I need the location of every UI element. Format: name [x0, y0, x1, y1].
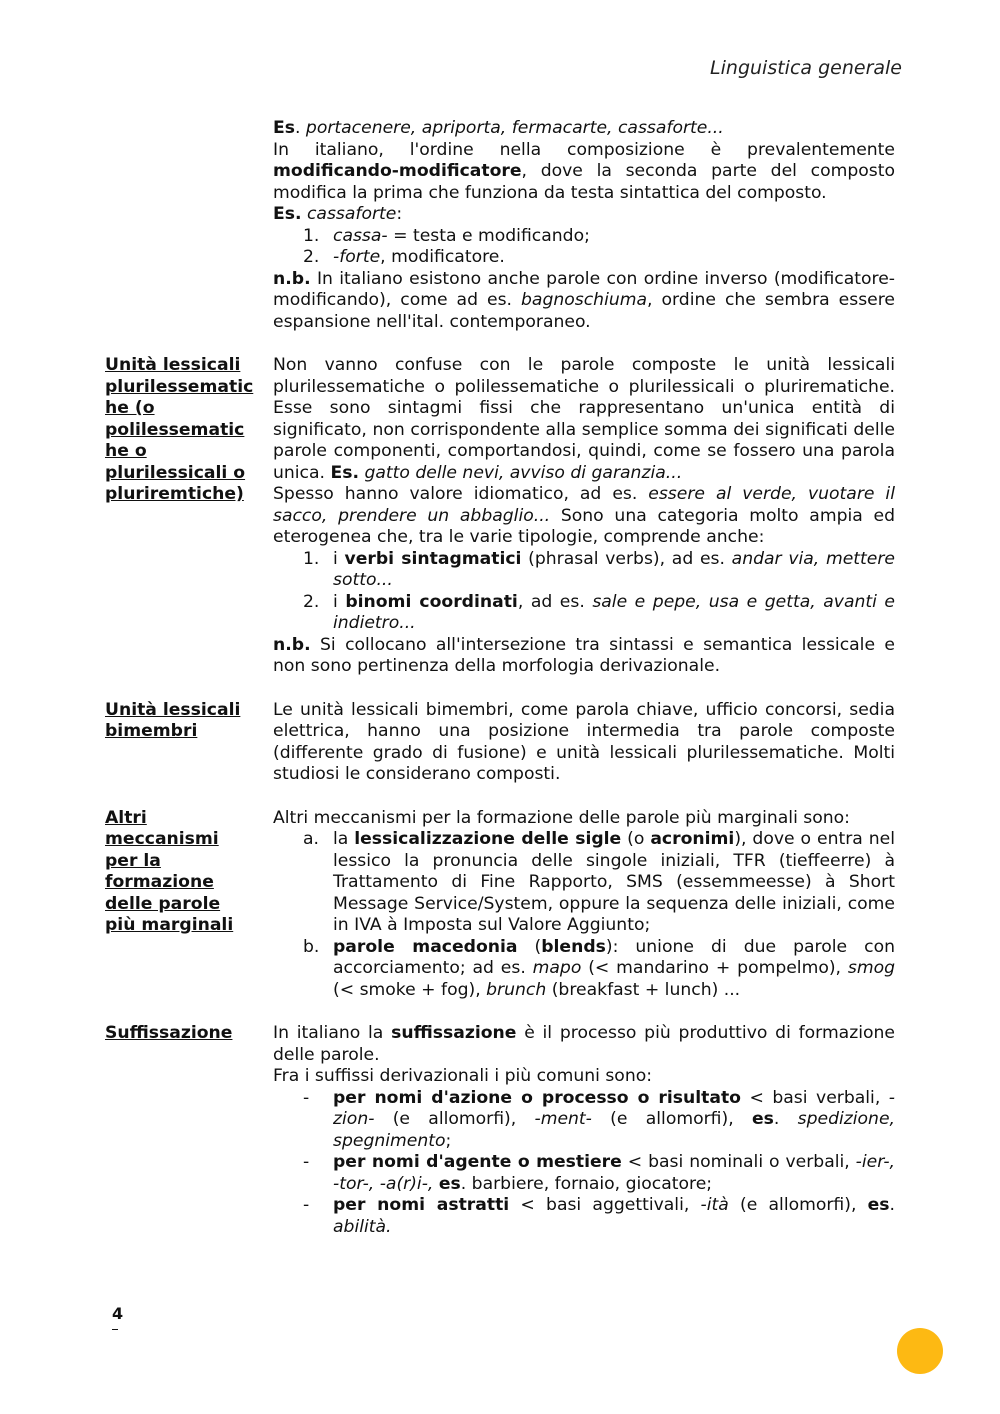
text: , ad es.: [517, 591, 593, 612]
italic-term: -ment-: [534, 1109, 592, 1129]
text: < basi nominali o verbali,: [621, 1152, 856, 1172]
text: . barbiere, fornaio, giocatore;: [460, 1173, 713, 1194]
text: .: [294, 118, 301, 138]
text: .: [889, 1195, 895, 1215]
text: (breakfast + lunch) ...: [546, 979, 741, 1000]
italic-term: smog: [847, 958, 895, 978]
text: , ordine che sembra essere espansione nell'ital. contemporaneo.: [273, 290, 895, 332]
text: (phrasal verbs), ad es.: [521, 548, 732, 569]
list-item: [273, 937, 895, 1002]
list-marker: a.: [303, 829, 319, 849]
text: (< smoke + fog),: [333, 979, 487, 1000]
paragraph: Altri meccanismi per la formazione delle parole più marginali sono:: [273, 807, 850, 828]
paragraph: Fra i suffissi derivazionali i più comuni sono:: [273, 1066, 653, 1086]
section-plurilessematiche: [105, 355, 895, 678]
bold-term: per nomi d'agente o mestiere: [333, 1152, 622, 1172]
text: ): unione di due parole con accorciamento; ad es.: [333, 936, 895, 978]
text: ;: [445, 1130, 452, 1151]
bold-term: suffissazione: [391, 1023, 517, 1043]
section-content: [273, 1023, 895, 1238]
lettered-list: [273, 829, 895, 1001]
list-marker: 1.: [303, 225, 320, 246]
spacer: [105, 333, 895, 355]
text: , dove la seconda parte del composto modifica la prima che funziona da testa sintattica del composto.: [273, 161, 895, 203]
numbered-list: [273, 549, 895, 635]
bold-term: binomi coordinati: [345, 591, 518, 612]
text: = testa e modificando;: [387, 225, 590, 246]
numbered-list: [273, 226, 895, 269]
paragraph: [273, 484, 895, 549]
dash-list: [273, 1088, 895, 1239]
es-label: Es.: [330, 462, 359, 483]
bold-term: lessicalizzazione delle sigle: [354, 829, 622, 849]
section-content: [273, 118, 895, 333]
section-content: [273, 700, 895, 786]
bold-term: modificando-modificatore: [273, 161, 522, 181]
text: .: [773, 1109, 798, 1129]
paragraph: [273, 140, 895, 205]
text: è il processo più produttivo di formazione delle parole.: [273, 1023, 895, 1065]
note-paragraph: [273, 635, 895, 678]
example-word: cassaforte: [301, 204, 397, 224]
bold-term: verbi sintagmatici: [344, 548, 522, 569]
text: (e allomorfi),: [374, 1109, 535, 1129]
accent-dot-icon: [897, 1328, 943, 1374]
paragraph: Le unità lessicali bimembri, come parola chiave, ufficio concorsi, sedia elettrica, hanno una posizione intermedia tra parole composte (differente grado di fusione) e unità lessicali plurilessematiche. Molti studiosi le considerano composti.: [273, 699, 895, 784]
bold-term: acronimi: [650, 829, 735, 849]
text: Sono una categoria molto ampia ed eterogenea che, tra le varie tipologie, comprende anche:: [273, 505, 895, 547]
es-label: Es.: [273, 204, 302, 224]
text: (< mandarino + pompelmo),: [581, 958, 848, 978]
text: Non vanno confuse con le parole composte le unità lessicali plurilessematiche o polilessematiche o plurilessicali o plurirematiche. Esse sono sintagmi fissi che rappresentano un'unica entità di significato, non corrispondente alla semplice somma dei significati delle parole componenti, comportandosi, quindi, come se fossero una parola unica.: [273, 355, 895, 483]
example-paragraph: [273, 204, 895, 226]
paragraph: [273, 1023, 895, 1066]
example-words: abilità.: [333, 1216, 392, 1237]
text: i: [333, 548, 345, 569]
spacer: [105, 678, 895, 700]
page-number: 4: [112, 1303, 123, 1330]
section-altri-meccanismi: [105, 808, 895, 1002]
nb-label: n.b.: [273, 268, 311, 289]
list-item: [273, 592, 895, 635]
bold-term: blends: [541, 936, 606, 957]
list-item: [273, 1195, 895, 1238]
list-marker: 1.: [303, 548, 320, 569]
es-label: es: [751, 1109, 774, 1129]
section-bimembri: [105, 700, 895, 786]
text: i: [333, 591, 346, 612]
section-heading: Unità lessicali plurilessematiche (o polilessematiche o plurilessicali o pluriremtiche): [105, 355, 254, 504]
text: In italiano la: [273, 1023, 392, 1043]
list-marker: -: [303, 1152, 310, 1172]
text: < basi aggettivali,: [509, 1195, 701, 1215]
bold-term: per nomi d'azione o processo o risultato: [333, 1087, 741, 1108]
list-marker: b.: [303, 936, 320, 957]
section-composition: [105, 118, 895, 333]
text: (e allomorfi),: [728, 1195, 868, 1215]
italic-term: brunch: [486, 979, 547, 1000]
example-words: spedizione, spegnimento: [333, 1109, 895, 1151]
example-words: andar via, mettere sotto...: [333, 548, 895, 590]
section-heading: Suffissazione: [105, 1023, 233, 1043]
es-label: es: [438, 1173, 461, 1194]
section-content: [273, 808, 895, 1002]
spacer: [105, 1001, 895, 1023]
italic-term: mapo: [532, 958, 582, 978]
list-item: [273, 1088, 895, 1153]
text: (: [517, 936, 542, 957]
bold-term: parole macedonia: [333, 936, 518, 957]
text: (e allomorfi),: [591, 1109, 752, 1129]
text: (o: [621, 829, 651, 849]
note-paragraph: [273, 269, 895, 334]
list-item: [273, 247, 895, 269]
spacer: [105, 786, 895, 808]
nb-label: n.b.: [273, 634, 311, 655]
list-item: [273, 1152, 895, 1195]
list-marker: 2.: [303, 591, 320, 612]
example-words: essere al verde, vuotare il sacco, prendere un abbaglio...: [273, 484, 895, 526]
text: In italiano, l'ordine nella composizione è prevalentemente: [273, 139, 895, 160]
text: :: [396, 204, 403, 224]
list-marker: -: [303, 1087, 310, 1108]
bold-term: per nomi astratti: [333, 1195, 510, 1215]
italic-term: -zion-: [333, 1087, 895, 1129]
example-words: sale e pepe, usa e getta, avanti e indietro...: [333, 591, 895, 633]
es-label: Es: [273, 118, 295, 138]
section-suffissazione: [105, 1023, 895, 1238]
italic-term: -ier-, -tor-, -a(r)i-,: [333, 1152, 896, 1194]
section-heading: Unità lessicali bimembri: [105, 699, 241, 741]
list-item: [273, 549, 895, 592]
italic-term: -forte: [333, 247, 381, 267]
text: , modificatore.: [380, 247, 505, 267]
section-content: [273, 355, 895, 678]
es-label: es: [867, 1195, 890, 1215]
list-item: [273, 226, 895, 248]
italic-term: cassa-: [333, 225, 388, 246]
text: Spesso hanno valore idiomatico, ad es.: [273, 484, 649, 504]
section-label-empty: [105, 118, 255, 333]
paragraph: [273, 355, 895, 484]
section-heading: Altri meccanismi per la formazione delle parole più marginali: [105, 807, 234, 935]
text: ), dove o entra nel lessico la pronuncia delle singole iniziali, TFR (tieffeerre) à Trattamento di Fine Rapporto, SMS (essemmeesse) à Short Message Service/System, oppure la sequenza delle iniziali, come in IVA à Imposta sul Valore Aggiunto;: [333, 829, 895, 935]
italic-term: bagnoschiuma: [521, 290, 648, 310]
list-marker: 2.: [303, 247, 320, 267]
running-header: Linguistica generale: [710, 57, 902, 79]
italic-term: -ità: [700, 1195, 729, 1215]
text: la: [333, 829, 355, 849]
text: Si collocano all'intersezione tra sintassi e semantica lessicale e non sono pertinenza della morfologia derivazionale.: [273, 634, 895, 676]
text: In italiano esistono anche parole con ordine inverso (modificatore-modificando), come ad es.: [273, 268, 895, 310]
example-paragraph: [273, 118, 895, 140]
list-item: [273, 829, 895, 937]
text: < basi verbali,: [740, 1087, 889, 1108]
document-body: [105, 118, 895, 1238]
example-words: portacenere, apriporta, fermacarte, cassaforte...: [300, 118, 724, 138]
example-words: gatto delle nevi, avviso di garanzia...: [359, 462, 683, 483]
list-marker: -: [303, 1195, 310, 1215]
